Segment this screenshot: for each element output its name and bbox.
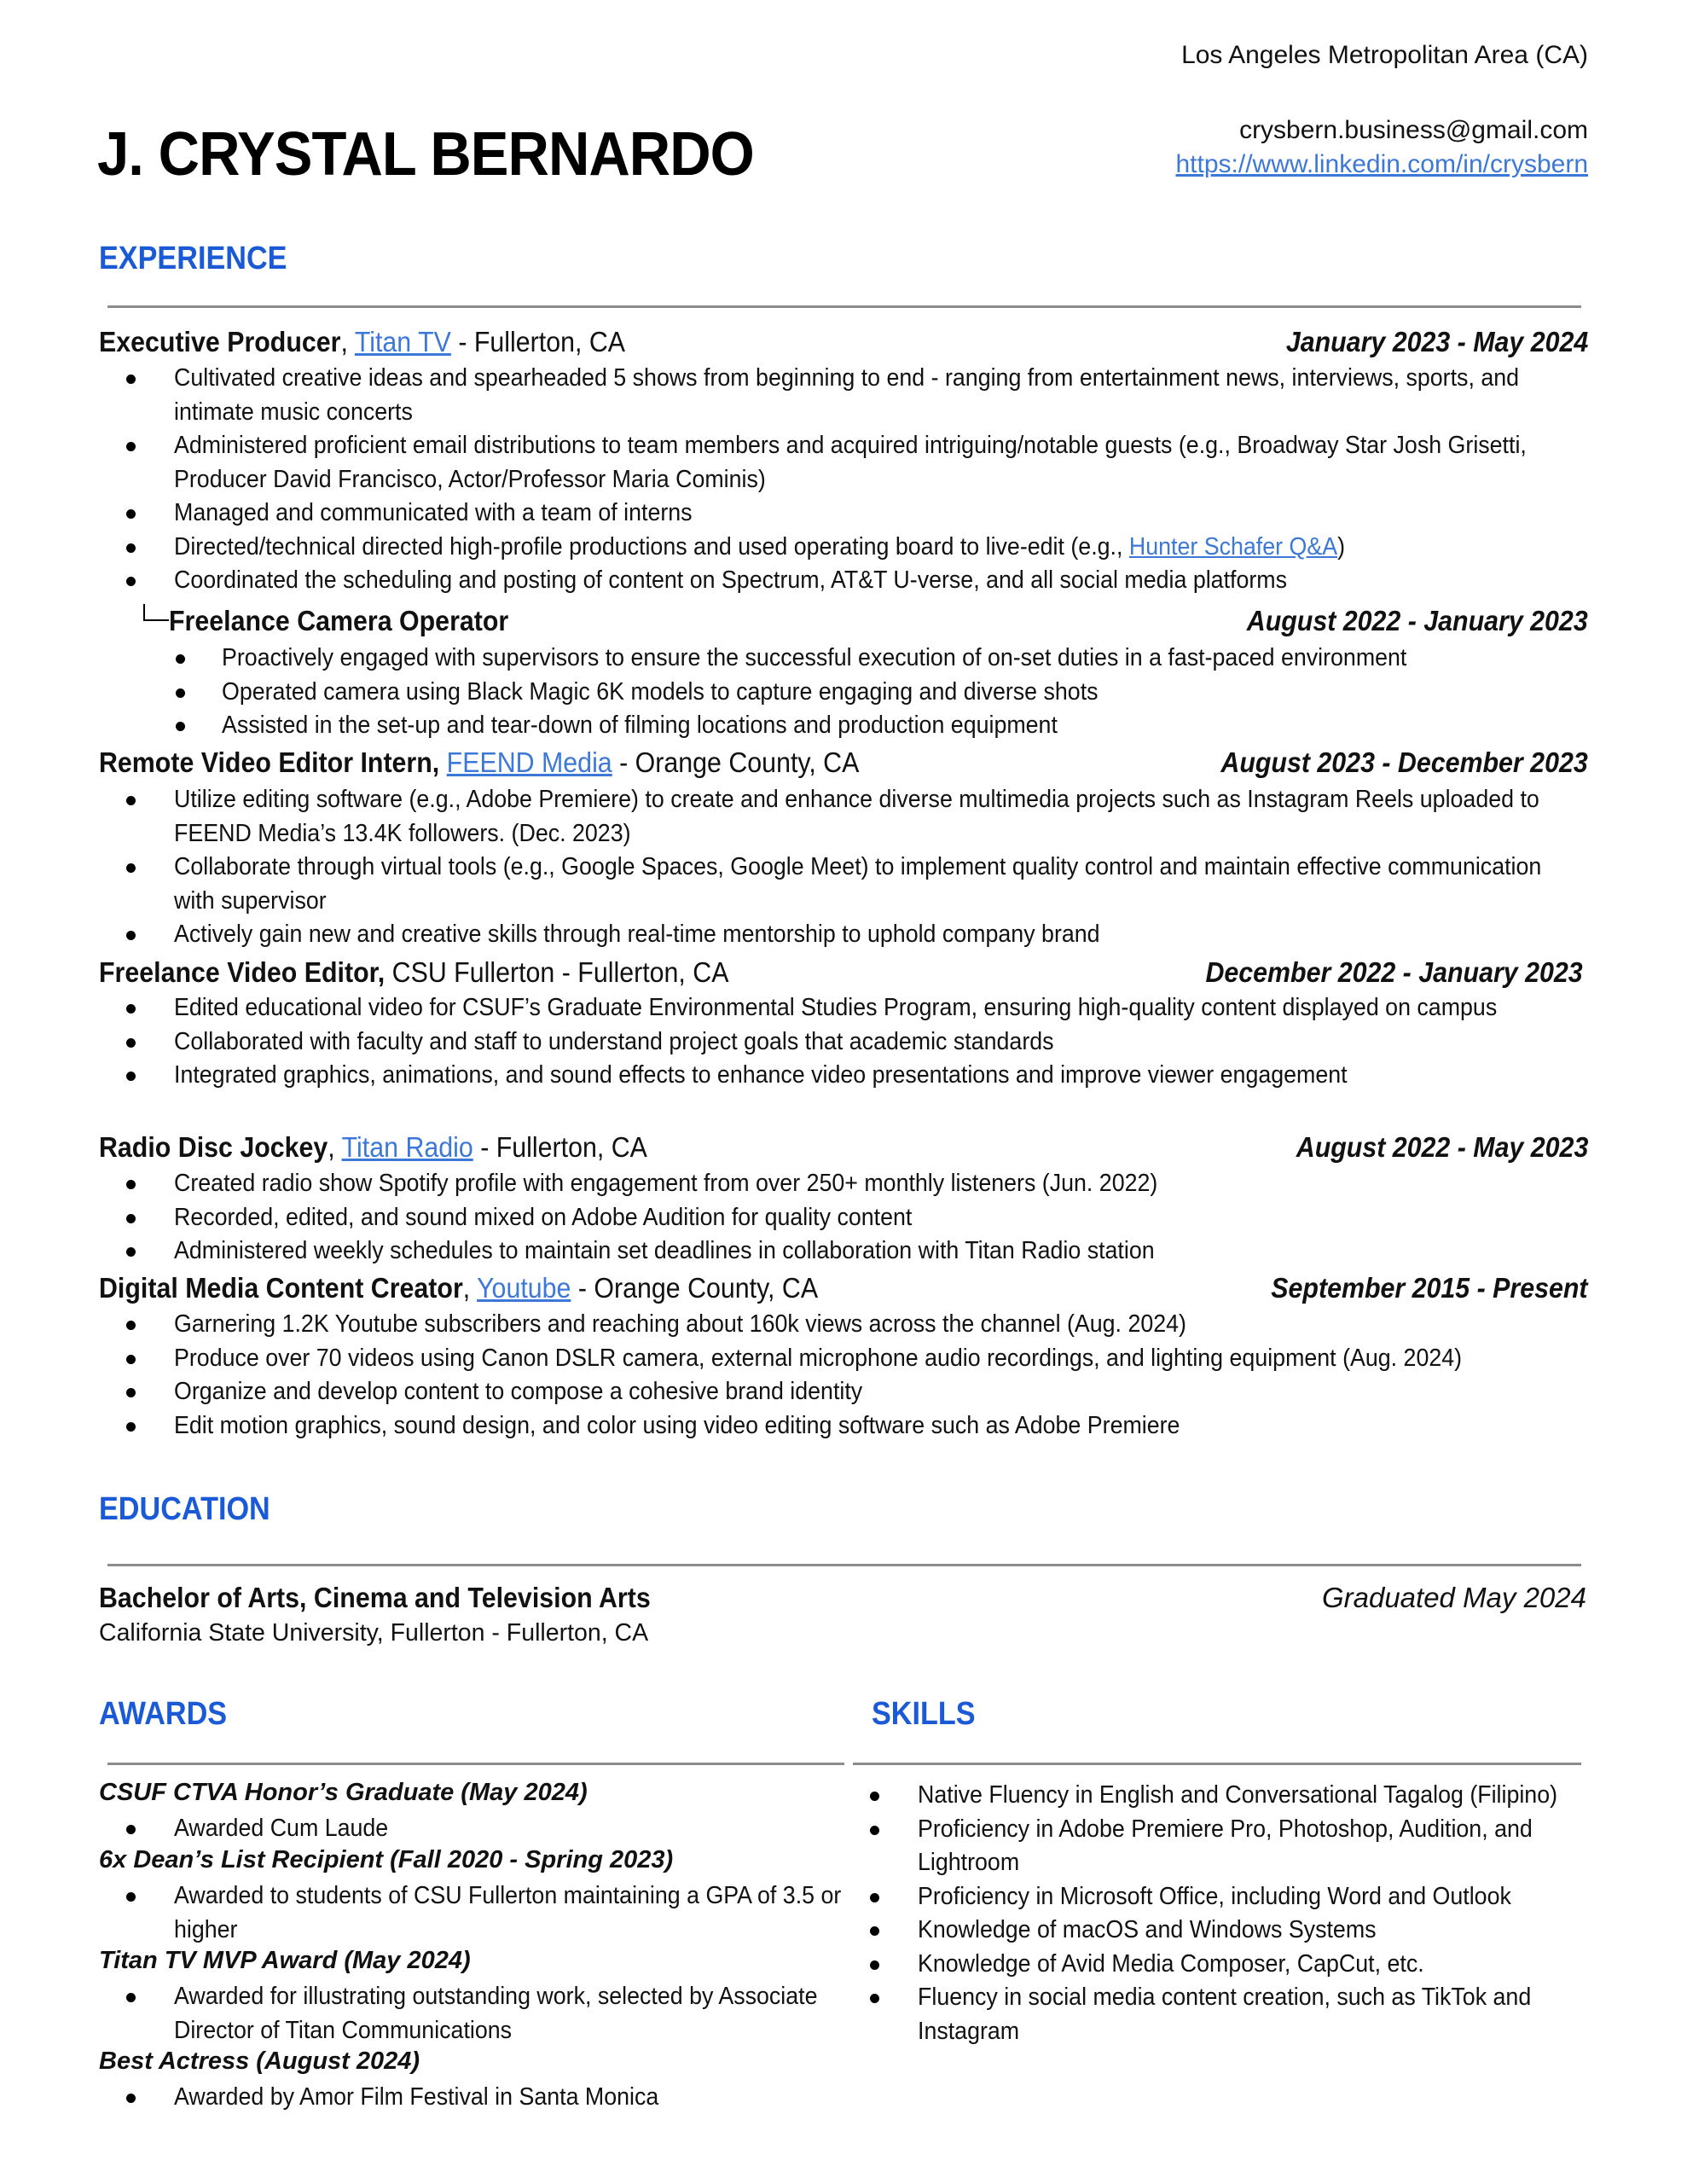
list-item: Knowledge of macOS and Windows Systems [843,1914,1593,1948]
list-item: Administered proficient email distributions to team members and acquired intriguing/notable guests (e.g., Broadway Star Josh Grisetti, Producer David Francisco, Actor/Professor Maria Cominis) [99,429,1588,497]
job-location: - Orange County, CA [571,1272,819,1304]
section-title-experience: EXPERIENCE [99,241,287,276]
awards-divider [107,1763,844,1765]
list-item: Proficiency in Microsoft Office, including Word and Outlook [843,1880,1593,1914]
list-item: Actively gain new and creative skills through real-time mentorship to uphold company brand [99,918,1588,952]
experience-divider [107,305,1581,308]
list-item: Managed and communicated with a team of interns [99,497,1588,531]
section-title-skills: SKILLS [872,1696,976,1732]
job-bullets [99,1308,1588,1443]
job-dates: September 2015 - Present [1271,1272,1588,1304]
sub-role-header [169,604,1588,638]
job-role: Freelance Video Editor, [99,956,386,988]
sub-role-title: Freelance Camera Operator [169,605,509,636]
education-date: Graduated May 2024 [1321,1582,1586,1613]
list-item: Collaborated with faculty and staff to understand project goals that academic standards [99,1025,1588,1060]
job-header-remote-video-editor [99,746,1588,780]
tree-connector-icon [143,604,169,621]
job-header-digital-media-creator [99,1271,1588,1305]
list-item: Proficiency in Adobe Premiere Pro, Photoshop, Audition, and Lightroom [843,1813,1593,1880]
separator: , [340,326,355,357]
skills-divider [853,1763,1581,1765]
list-item: Directed/technical directed high-profile productions and used operating board to live-edit (e.g., Hunter Schafer Q&A) [99,531,1588,565]
separator [439,746,446,778]
org-link-feend-media[interactable]: FEEND Media [446,746,612,778]
list-item: Awarded for illustrating outstanding work, selected by Associate Director of Titan Communications [99,1980,849,2048]
job-header-freelance-video-editor [99,956,1588,990]
award-title: Best Actress (August 2024) [99,2048,420,2075]
list-item: Organize and develop content to compose a cohesive brand identity [99,1375,1588,1409]
list-item: Cultivated creative ideas and spearheaded 5 shows from beginning to end - ranging from entertainment news, interviews, sports, and intimate music concerts [99,362,1588,429]
section-title-awards: AWARDS [99,1696,228,1732]
job-dates: August 2022 - May 2023 [1296,1131,1588,1163]
list-item: Awarded by Amor Film Festival in Santa Monica [99,2081,849,2115]
list-item: Awarded to students of CSU Fullerton maintaining a GPA of 3.5 or higher [99,1879,849,1947]
job-role: Digital Media Content Creator [99,1272,463,1304]
job-location: - Fullerton, CA [554,956,729,988]
list-item: Garnering 1.2K Youtube subscribers and reaching about 160k views across the channel (Aug. 2024) [99,1308,1588,1342]
section-title-education: EDUCATION [99,1491,270,1527]
list-item: Collaborate through virtual tools (e.g., Google Spaces, Google Meet) to implement quality control and maintain effective communication with supervisor [99,851,1588,918]
education-divider [107,1564,1581,1566]
org-link-titan-tv[interactable]: Titan TV [354,326,451,357]
award-title: CSUF CTVA Honor’s Graduate (May 2024) [99,1779,588,1806]
list-item: Integrated graphics, animations, and sound effects to enhance video presentations and improve viewer engagement [99,1059,1588,1093]
job-header-executive-producer [99,325,1588,359]
award-bullets [99,1812,849,1846]
list-item: Proactively engaged with supervisors to ensure the successful execution of on-set duties in a fast-paced environment [160,642,1588,676]
job-bullets [99,991,1588,1093]
contact-email: crysbern.business@gmail.com [1239,116,1588,144]
job-dates: December 2022 - January 2023 [1205,956,1583,988]
job-bullets [99,362,1588,598]
list-item: Fluency in social media content creation, such as TikTok and Instagram [843,1981,1593,2048]
job-header-radio-disc-jockey [99,1130,1588,1165]
job-location: - Orange County, CA [612,746,860,778]
separator [385,956,391,988]
job-bullets [99,1167,1588,1269]
sub-role-bullets [160,642,1588,743]
list-item: Edit motion graphics, sound design, and color using video editing software such as Adobe Premiere [99,1409,1588,1443]
job-dates: January 2023 - May 2024 [1285,326,1588,357]
job-role: Remote Video Editor Intern, [99,746,440,778]
job-role: Executive Producer [99,326,341,357]
job-dates: August 2023 - December 2023 [1220,746,1588,778]
education-school: California State University, Fullerton - Fullerton, CA [99,1619,649,1647]
education-degree: Bachelor of Arts, Cinema and Television Arts [99,1582,651,1613]
sub-role-dates: August 2022 - January 2023 [1247,605,1588,636]
list-item: Operated camera using Black Magic 6K models to capture engaging and diverse shots [160,676,1588,710]
job-role: Radio Disc Jockey [99,1131,328,1163]
list-item: Utilize editing software (e.g., Adobe Premiere) to create and enhance diverse multimedia projects such as Instagram Reels uploaded to FEEND Media’s 13.4K followers. (Dec. 2023) [99,783,1588,851]
list-item: Edited educational video for CSUF’s Graduate Environmental Studies Program, ensuring high-quality content displayed on campus [99,991,1588,1025]
list-item: Awarded Cum Laude [99,1812,849,1846]
award-title: 6x Dean’s List Recipient (Fall 2020 - Spring 2023) [99,1846,674,1873]
list-item: Produce over 70 videos using Canon DSLR camera, external microphone audio recordings, and lighting equipment (Aug. 2024) [99,1342,1588,1376]
list-item: Administered weekly schedules to maintain set deadlines in collaboration with Titan Radio station [99,1234,1588,1269]
separator: , [328,1131,342,1163]
job-location: - Fullerton, CA [472,1131,647,1163]
award-bullets [99,1879,849,1947]
hunter-schafer-qa-link[interactable]: Hunter Schafer Q&A [1128,532,1338,561]
job-org: CSU Fullerton [391,956,555,988]
separator: , [462,1272,478,1304]
award-bullets [99,1980,849,2048]
list-item: Native Fluency in English and Conversational Tagalog (Filipino) [843,1779,1593,1813]
list-item: Coordinated the scheduling and posting of content on Spectrum, AT&T U-verse, and all social media platforms [99,564,1588,598]
list-item: Assisted in the set-up and tear-down of filming locations and production equipment [160,709,1588,743]
list-item: Created radio show Spotify profile with engagement from over 250+ monthly listeners (Jun. 2022) [99,1167,1588,1201]
award-title: Titan TV MVP Award (May 2024) [99,1947,471,1974]
org-link-titan-radio[interactable]: Titan Radio [341,1131,473,1163]
skills-list [843,1779,1593,2048]
job-bullets [99,783,1588,952]
award-bullets [99,2081,849,2115]
list-item: Recorded, edited, and sound mixed on Adobe Audition for quality content [99,1201,1588,1235]
job-location: - Fullerton, CA [450,326,626,357]
linkedin-link[interactable]: https://www.linkedin.com/in/crysbern [1175,150,1588,178]
org-link-youtube[interactable]: Youtube [477,1272,571,1304]
contact-location: Los Angeles Metropolitan Area (CA) [1181,41,1588,69]
list-item: Knowledge of Avid Media Composer, CapCut, etc. [843,1948,1593,1982]
candidate-name: J. CRYSTAL BERNARDO [97,120,754,189]
